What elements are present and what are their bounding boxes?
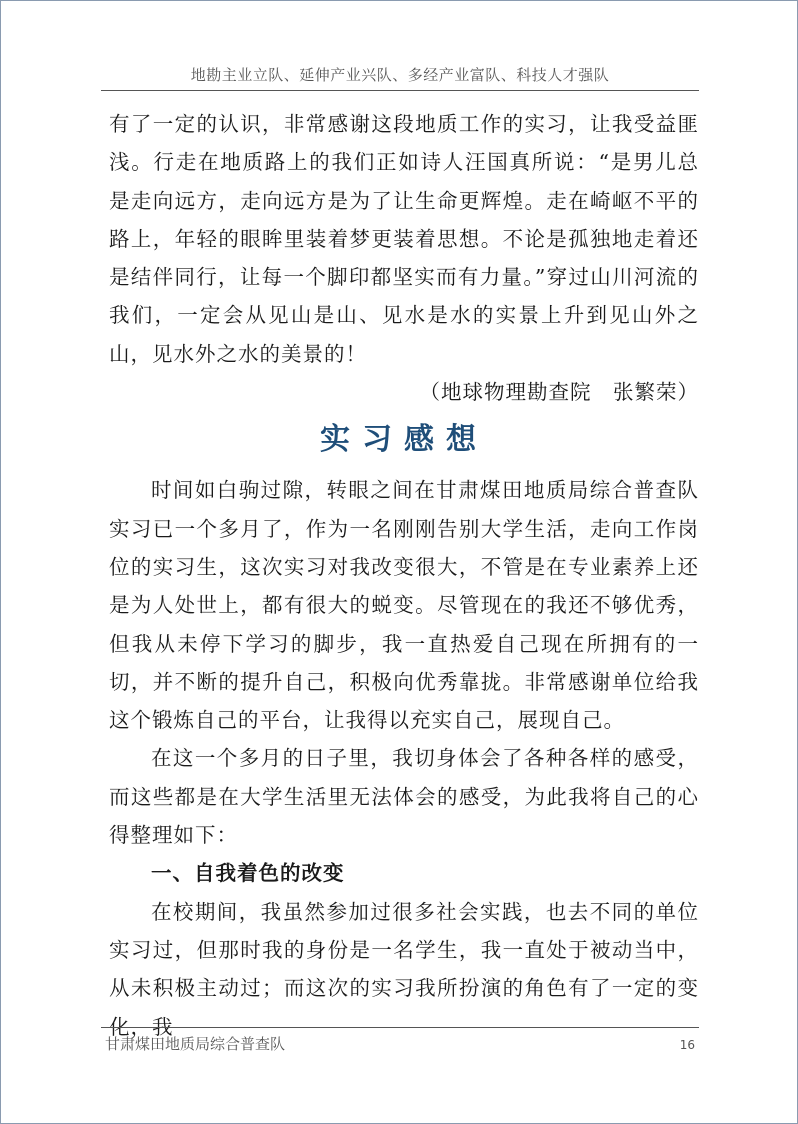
author-signature: （地球物理勘查院 张繁荣） bbox=[419, 380, 699, 405]
intro-paragraph: 有了一定的认识，非常感谢这段地质工作的实习，让我受益匪浅。行走在地质路上的我们正如诗人汪国真所说：“是男儿总是走向远方，走向远方是为了让生命更辉煌。走在崎岖不平的路上，年轻的眼眸里装着梦更装着思想。不论是孤独地走着还是结伴同行，让每一个脚印都坚实而有力量。”穿过山川河流的我们，一定会从见山是山、见水是水的实景上升到见山外之山，见水外之水的美景的！ bbox=[109, 112, 699, 366]
page-body bbox=[109, 105, 699, 1046]
body-paragraph: 在这一个多月的日子里，我切身体会了各种各样的感受，而这些都是在大学生活里无法体会的感受，为此我将自己的心得整理如下： bbox=[109, 746, 699, 848]
page-header: 地勘主业立队、延伸产业兴队、多经产业富队、科技人才强队 bbox=[190, 66, 610, 84]
section-heading: 一、自我着色的改变 bbox=[151, 861, 345, 886]
footer-organization: 甘肃煤田地质局综合普查队 bbox=[105, 1035, 286, 1053]
header-divider bbox=[101, 90, 699, 91]
page-number: 16 bbox=[679, 1038, 695, 1052]
footer-divider bbox=[101, 1027, 699, 1028]
body-paragraph: 在校期间，我虽然参加过很多社会实践，也去不同的单位实习过，但那时我的身份是一名学生，我一直处于被动当中，从未积极主动过；而这次的实习我所扮演的角色有了一定的变化，我 bbox=[109, 899, 699, 1039]
body-paragraph: 时间如白驹过隙，转眼之间在甘肃煤田地质局综合普查队实习已一个多月了，作为一名刚刚告别大学生活，走向工作岗位的实习生，这次实习对我改变很大，不管是在专业素养上还是为人处世上，都有很大的蜕变。尽管现在的我还不够优秀，但我从未停下学习的脚步，我一直热爱自己现在所拥有的一切，并不断的提升自己，积极向优秀靠拢。非常感谢单位给我这个锻炼自己的平台，让我得以充实自己，展现自己。 bbox=[109, 478, 699, 733]
article-title: 实习感想 bbox=[320, 422, 488, 458]
